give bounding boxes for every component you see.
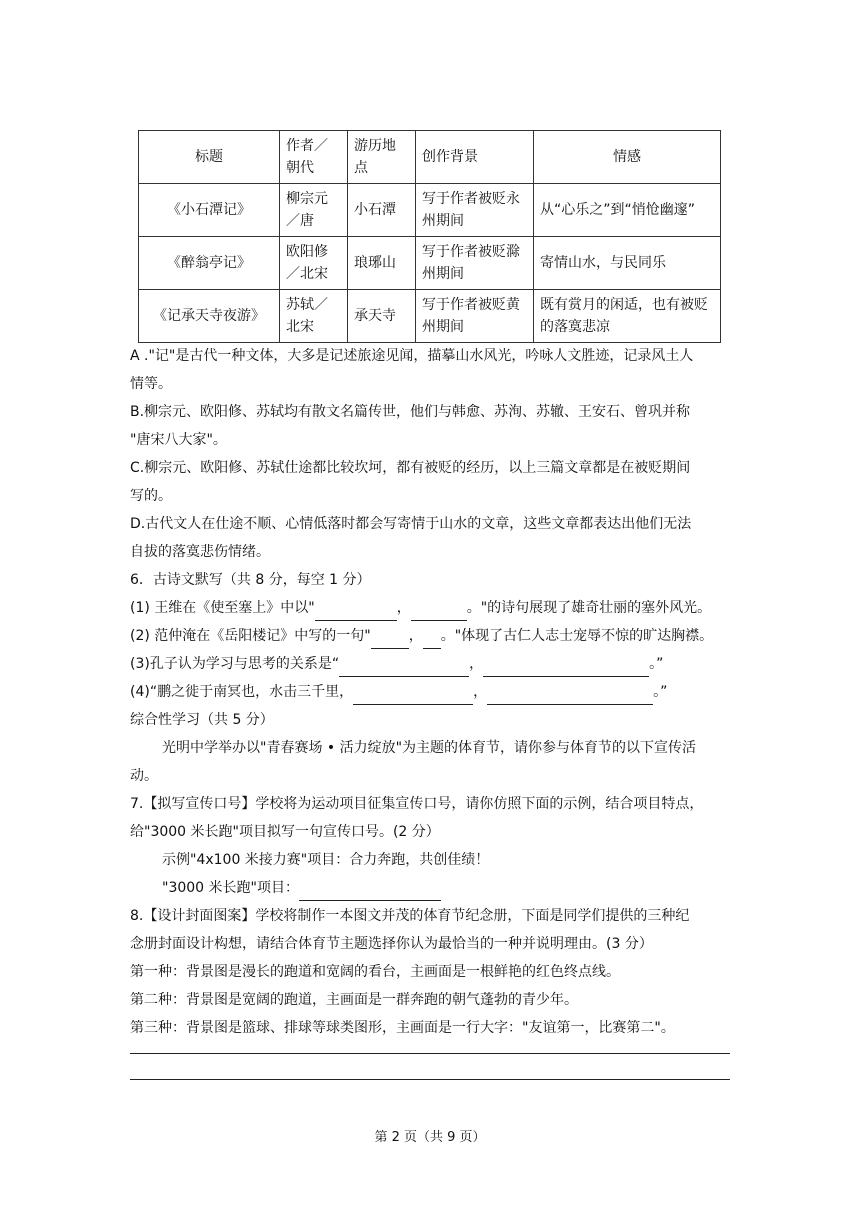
q8-option-2: 第二种：背景图是宽阔的跑道，主画面是一群奔跑的朝气蓬勃的青少年。 xyxy=(130,992,578,1008)
q6-item-3 xyxy=(130,651,730,677)
q6-2-prefix: (2) 范仲淹在《岳阳楼记》中写的一句" xyxy=(130,628,371,644)
q6-2-suffix: 。"体现了古仁人志士宠辱不惊的旷达胸襟。 xyxy=(440,628,714,644)
q6-4-suffix: 。” xyxy=(653,684,668,700)
q6-1-suffix: 。"的诗句展现了雄奇壮丽的塞外风光。 xyxy=(466,600,712,616)
header-place: 游历地点 xyxy=(348,131,416,184)
cell-place: 琅琊山 xyxy=(348,237,416,290)
blank-field[interactable] xyxy=(487,686,653,705)
q8-option-3: 第三种：背景图是篮球、排球等球类图形，主画面是一行大字："友谊第一，比赛第二"。 xyxy=(130,1020,675,1036)
option-b-line2: "唐宋八大家"。 xyxy=(130,432,227,448)
q7-example: 示例"4x100 米接力赛"项目：合力奔跑，共创佳绩！ xyxy=(162,852,490,868)
q6-1-prefix: (1) 王维在《使至塞上》中以" xyxy=(130,600,315,616)
q7-line1: 7.【拟写宣传口号】学校将为运动项目征集宣传口号，请你仿照下面的示例，结合项目特点， xyxy=(130,796,704,812)
comp-title: 综合性学习（共 5 分） xyxy=(130,712,274,728)
q6-3-suffix: 。” xyxy=(649,656,664,672)
cell-author: 欧阳修／北宋 xyxy=(280,237,348,290)
cell-emotion: 既有赏月的闲适，也有被贬的落寞悲凉 xyxy=(534,290,721,343)
option-a-line2: 情等。 xyxy=(130,376,172,392)
cell-title: 《记承天寺夜游》 xyxy=(139,290,280,343)
cell-place: 承天寺 xyxy=(348,290,416,343)
q6-item-4 xyxy=(130,679,730,705)
header-background: 创作背景 xyxy=(416,131,534,184)
blank-field[interactable] xyxy=(423,630,441,649)
q6-title: 6．古诗文默写（共 8 分，每空 1 分） xyxy=(130,572,371,588)
table-header-row xyxy=(139,131,721,184)
header-author: 作者／朝代 xyxy=(280,131,348,184)
cell-emotion: 寄情山水，与民同乐 xyxy=(534,237,721,290)
q6-4-prefix: (4)“鹏之徙于南冥也，水击三千里， xyxy=(130,684,354,700)
cell-background: 写于作者被贬黄州期间 xyxy=(416,290,534,343)
q8-line2: 念册封面设计构想，请结合体育节主题选择你认为最恰当的一种并说明理由。(3 分） xyxy=(130,936,653,952)
cell-background: 写于作者被贬永州期间 xyxy=(416,184,534,237)
blank-field[interactable] xyxy=(339,658,469,677)
q6-3-prefix: (3)孔子认为学习与思考的关系是“ xyxy=(130,656,340,672)
cell-author: 柳宗元／唐 xyxy=(280,184,348,237)
option-c-line1: C.柳宗元、欧阳修、苏轼仕途都比较坎坷，都有被贬的经历，以上三篇文章都是在被贬期间 xyxy=(130,460,691,476)
blank-field[interactable] xyxy=(315,602,397,621)
header-emotion: 情感 xyxy=(534,131,721,184)
comp-intro-line1: 光明中学举办以"青春赛场 • 活力绽放"为主题的体育节，请你参与体育节的以下宣传活 xyxy=(162,740,697,756)
blank-field[interactable] xyxy=(353,686,473,705)
table-row xyxy=(139,290,721,343)
blank-field[interactable] xyxy=(483,658,649,677)
cell-title: 《醉翁亭记》 xyxy=(139,237,280,290)
cell-background: 写于作者被贬滁州期间 xyxy=(416,237,534,290)
q6-item-1 xyxy=(130,595,730,621)
q7-answer-label: "3000 米长跑"项目： xyxy=(162,880,299,896)
option-c-line2: 写的。 xyxy=(130,488,172,504)
cell-author: 苏轼／北宋 xyxy=(280,290,348,343)
q8-line1: 8.【设计封面图案】学校将制作一本图文并茂的体育节纪念册，下面是同学们提供的三种纪 xyxy=(130,908,690,924)
option-b-line1: B.柳宗元、欧阳修、苏轼均有散文名篇传世，他们与韩愈、苏洵、苏辙、王安石、曾巩并称 xyxy=(130,404,691,420)
q8-option-1: 第一种：背景图是漫长的跑道和宽阔的看台，主画面是一根鲜艳的红色终点线。 xyxy=(130,964,620,980)
comp-intro-line2: 动。 xyxy=(130,768,158,784)
answer-line[interactable] xyxy=(130,1053,730,1054)
cell-emotion: 从“心乐之”到“悄怆幽邃” xyxy=(534,184,721,237)
cell-place: 小石潭 xyxy=(348,184,416,237)
option-a-line1: A ."记"是古代一种文体，大多是记述旅途见闻，描摹山水风光，吟咏人文胜迹，记录风土人 xyxy=(130,348,694,364)
q6-2-comma: ， xyxy=(408,628,423,644)
cell-title: 《小石潭记》 xyxy=(139,184,280,237)
q6-1-comma: ， xyxy=(396,600,411,616)
header-title: 标题 xyxy=(139,131,280,184)
essay-comparison-table xyxy=(138,130,721,343)
blank-field[interactable] xyxy=(411,602,467,621)
table-row xyxy=(139,237,721,290)
q6-3-comma: ， xyxy=(469,656,484,672)
option-d-line1: D.古代文人在仕途不顺、心情低落时都会写寄情于山水的文章，这些文章都表达出他们无法 xyxy=(130,516,692,532)
answer-line[interactable] xyxy=(130,1079,730,1080)
q6-item-2 xyxy=(130,623,730,649)
option-d-line2: 自拔的落寞悲伤情绪。 xyxy=(130,544,270,560)
slogan-answer-field[interactable] xyxy=(299,882,441,901)
blank-field[interactable] xyxy=(371,630,409,649)
q7-line2: 给"3000 米长跑"项目拟写一句宣传口号。(2 分） xyxy=(130,824,440,840)
q7-answer xyxy=(130,875,730,901)
q6-4-comma: ， xyxy=(473,684,488,700)
table-row xyxy=(139,184,721,237)
page-footer: 第 2 页（共 9 页） xyxy=(374,1130,486,1145)
